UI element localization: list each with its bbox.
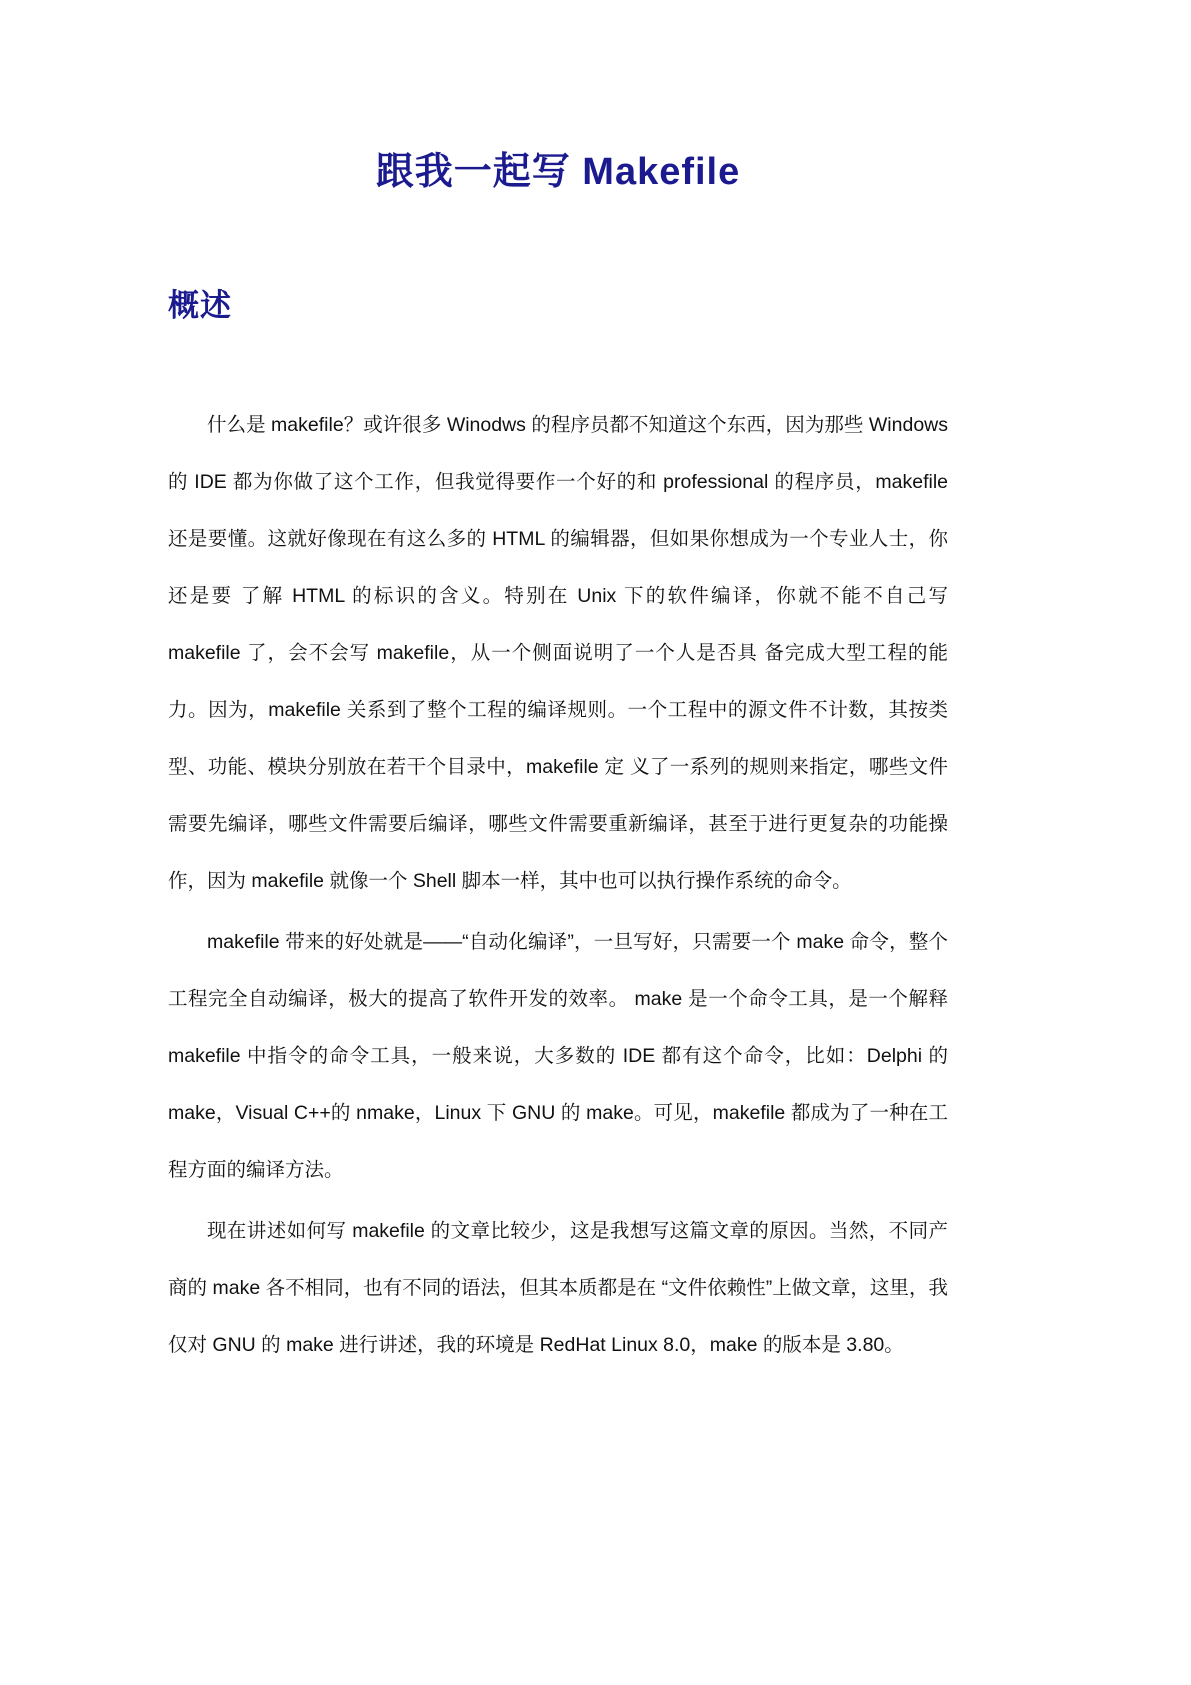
section-heading-overview: 概述 — [168, 288, 232, 323]
body-text — [168, 325, 948, 1374]
paragraph: 现在讲述如何写 makefile 的文章比较少，这是我想写这篇文章的原因。当然，不同产商的 make 各不相同，也有不同的语法，但其本质都是在 “文件依赖性”上做文章，这里，我仅对 GNU 的 make 进行讲述，我的环境是 RedHat Linux 8.0，make 的版本是 3.80。 — [168, 1220, 948, 1356]
paragraph: 什么是 makefile？或许很多 Winodws 的程序员都不知道这个东西，因为那些 Windows 的 IDE 都为你做了这个工作，但我觉得要作一个好的和 professional 的程序员，makefile 还是要懂。这就好像现在有这么多的 HTML 的编辑器，但如果你想成为一个专业人士，你还是要 了解 HTML 的标识的含义。特别在 Unix 下的软件编译，你就不能不自己写 makefile 了，会不会写 makefile，从一个侧面说明了一个人是否具 备完成大型工程的能力。因为，makefile 关系到了整个工程的编译规则。一个工程中的源文件不计数，其按类型、功能、模块分别放在若干个目录中，makefile 定 义了一系列的规则来指定，哪些文件需要先编译，哪些文件需要后编译，哪些文件需要重新编译，甚至于进行更复杂的功能操作，因为 makefile 就像一个 Shell 脚本一样，其中也可以执行操作系统的命令。 — [168, 414, 948, 892]
document-content — [168, 0, 948, 1378]
paragraph: makefile 带来的好处就是——“自动化编译”，一旦写好，只需要一个 make 命令，整个工程完全自动编译，极大的提高了软件开发的效率。 make 是一个命令工具，是一个解释 makefile 中指令的命令工具，一般来说，大多数的 IDE 都有这个命令，比如：Delphi 的 make，Visual C++的 nmake，Linux 下 GNU 的 make。可见，makefile 都成为了一种在工程方面的编译方法。 — [168, 931, 948, 1181]
page-title: 跟我一起写 Makefile — [375, 151, 741, 193]
